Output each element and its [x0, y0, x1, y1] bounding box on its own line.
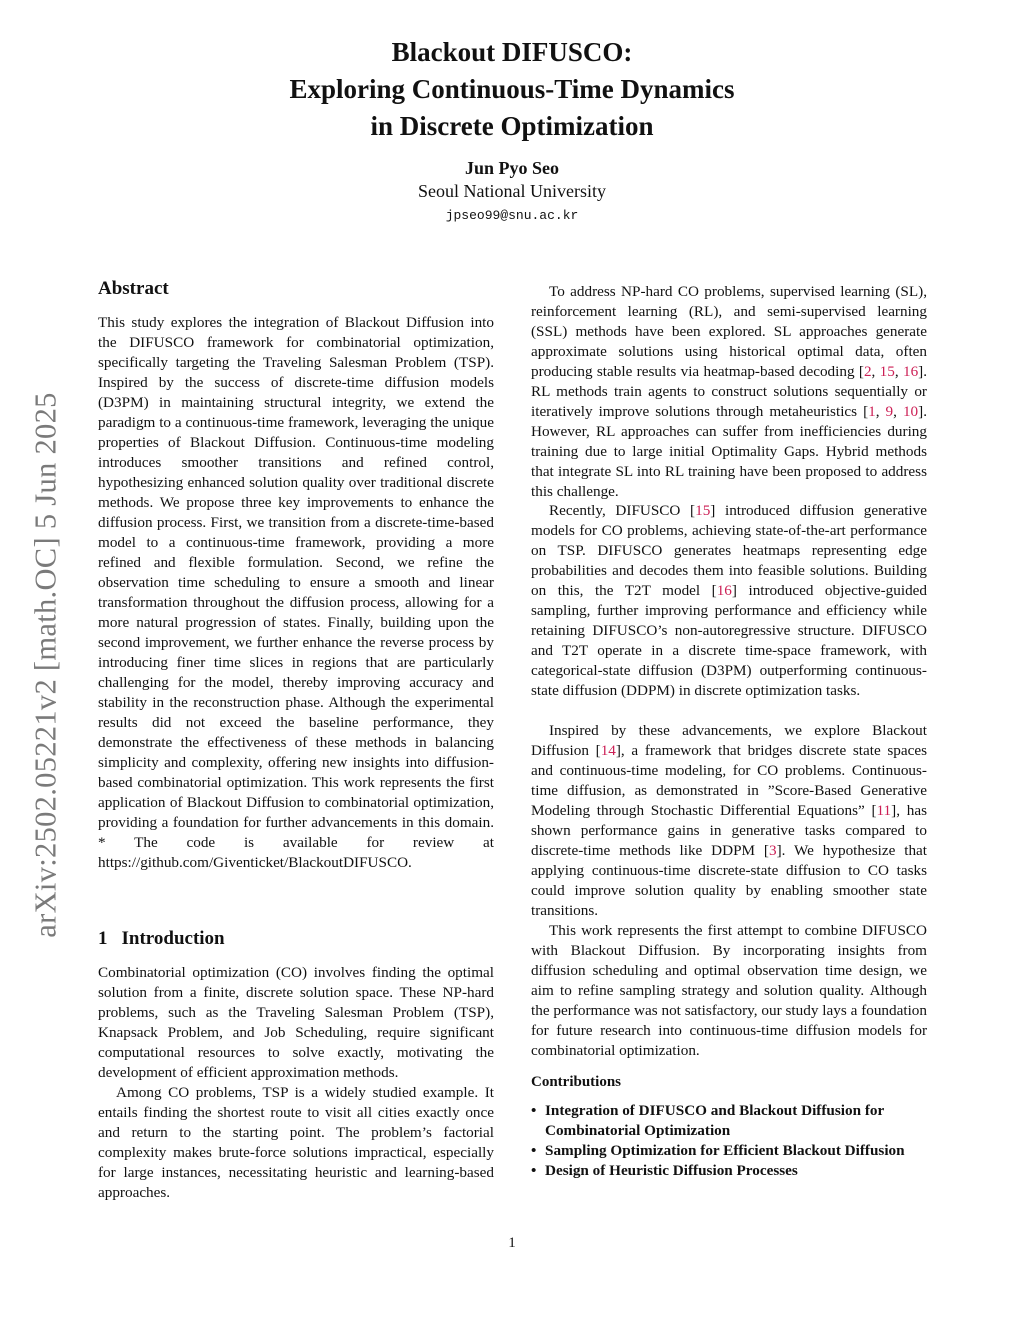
- list-item: • Design of Heuristic Diffusion Processes: [531, 1161, 927, 1181]
- citation-link[interactable]: 3: [769, 842, 777, 859]
- contributions-list: [531, 1101, 927, 1181]
- intro-paragraph-2: Among CO problems, TSP is a widely studied example. It entails finding the shortest route to visit all cities exactly once and return to the starting point. The problem’s factorial complexity makes brute-force solutions impractical, especially for large instances, necessitating heuristic and learning-based approaches.: [98, 1084, 494, 1201]
- citation-link[interactable]: 1: [868, 403, 876, 420]
- citation-link[interactable]: 15: [879, 363, 895, 380]
- introduction-heading: [98, 928, 225, 950]
- title-line: Blackout DIFUSCO:: [391, 37, 633, 67]
- page-number: 1: [508, 1235, 516, 1251]
- paper-title: [200, 34, 824, 145]
- section-number: 1: [98, 928, 108, 949]
- intro-paragraph-4: Recently, DIFUSCO [15] introduced diffusion generative models for CO problems, achieving state-of-the-art performance on TSP. DIFUSCO generates heatmaps representing edge probabilities and decodes them into feasible solutions. Building on this, the T2T model [16] introduced objective-guided sampling, further improving performance and efficiency while retaining DIFUSCO’s non-autoregressive structure. DIFUSCO and T2T operate in a discrete time-space framework, with categorical-state diffusion (D3PM) outperforming continuous-state diffusion (DDPM) in discrete optimization tasks.: [531, 502, 927, 699]
- citation-link[interactable]: 2: [863, 363, 872, 380]
- author-email[interactable]: jpseo99@snu.ac.kr: [445, 208, 579, 223]
- citation-link[interactable]: 16: [902, 363, 919, 380]
- citation-link[interactable]: 11: [876, 802, 892, 819]
- abstract-heading: Abstract: [98, 278, 169, 299]
- author-affiliation: Seoul National University: [418, 181, 606, 201]
- section-title: Introduction: [121, 928, 225, 949]
- contributions-heading: Contributions: [531, 1074, 622, 1090]
- arxiv-identifier: arXiv:2502.05221v2 [math.OC] 5 Jun 2025: [28, 392, 63, 938]
- title-line: in Discrete Optimization: [370, 111, 654, 141]
- abstract-text: This study explores the integration of Blackout Diffusion into the DIFUSCO framework for combinatorial optimization, specifically targeting the Traveling Salesman Problem (TSP). Inspired by the success of discrete-time diffusion models (D3PM) in maintaining structural integrity, we extend the paradigm to a continuous-time framework, leveraging the unique properties of Blackout Diffusion. Continuous-time modeling introduces smoother transitions and refined control, hypothesizing enhanced solution quality over traditional discrete methods. We propose three key improvements to enhance the diffusion process. First, we transition from a discrete-time-based model to a continuous-time framework, providing a more refined and flexible formulation. Second, we refine the observation time scheduling to ensure a smooth and linear transformation throughout the diffusion process, allowing for a more natural progression of states. Finally, building upon the second improvement, we further enhance the reverse process by introducing finer time slices in regions that are particularly challenging for the model, thereby improving accuracy and stability in the reconstruction phase. Although the experimental results did not exceed the baseline performance, they demonstrate the effectiveness of these methods in balancing simplicity and complexity, offering new insights into diffusion-based combinatorial optimization. This work represents the first application of Blackout Diffusion to combinatorial optimization, providing a foundation for further advancements in this domain. * The code is available for review at https://github.com/Giventicket/BlackoutDIFUSCO.: [98, 314, 494, 871]
- citation-link[interactable]: 9: [885, 403, 894, 420]
- intro-paragraph-3: To address NP-hard CO problems, supervised learning (SL), reinforcement learning (RL), and semi-supervised learning (SSL) methods have been explored. SL approaches generate approximate solutions using historical optimal data, often producing stable results via heatmap-based decoding [2, 15, 16]. RL methods train agents to construct solutions sequentially or iteratively improve solutions through metaheuristics [1, 9, 10]. However, RL approaches can suffer from inefficiencies during training due to large initial Optimality Gaps. Hybrid methods that integrate SL into RL training have been proposed to address this challenge.: [531, 283, 928, 500]
- citation-link[interactable]: 15: [695, 502, 711, 519]
- intro-paragraph-5: Inspired by these advancements, we explore Blackout Diffusion [14], a framework that bridges discrete state spaces and continuous-time modeling, for CO problems. Continuous-time diffusion, as demonstrated in ”Score-Based Generative Modeling through Stochastic Differential Equations” [11], has shown performance gains in generative tasks compared to discrete-time methods like DDPM [3]. We hypothesize that applying continuous-time discrete-state diffusion to CO tasks could improve solution quality by enabling smoother state transitions.: [531, 722, 927, 919]
- intro-paragraph-1: Combinatorial optimization (CO) involves finding the optimal solution from a finite, discrete solution space. These NP-hard problems, such as the Traveling Salesman Problem (TSP), Knapsack Problem, and Job Scheduling, require significant computational resources to solve exactly, motivating the development of efficient approximation methods.: [98, 964, 494, 1081]
- citation-link[interactable]: 16: [716, 582, 732, 599]
- citation-link[interactable]: 10: [902, 403, 919, 420]
- arxiv-identifier-sidebar: [26, 360, 66, 970]
- intro-paragraph-6: This work represents the first attempt to combine DIFUSCO with Blackout Diffusion. By incorporating insights from diffusion scheduling and optimal observation time design, we aim to refine sampling strategy and solution quality. Although the performance was not satisfactory, our study lays a foundation for future research into continuous-time diffusion models for combinatorial optimization.: [531, 922, 927, 1059]
- title-line: Exploring Continuous-Time Dynamics: [289, 74, 735, 104]
- author-name: Jun Pyo Seo: [464, 158, 560, 178]
- list-item: • Integration of DIFUSCO and Blackout Diffusion for Combinatorial Optimization: [531, 1101, 927, 1141]
- citation-link[interactable]: 14: [600, 742, 616, 759]
- list-item: • Sampling Optimization for Efficient Blackout Diffusion: [531, 1141, 927, 1161]
